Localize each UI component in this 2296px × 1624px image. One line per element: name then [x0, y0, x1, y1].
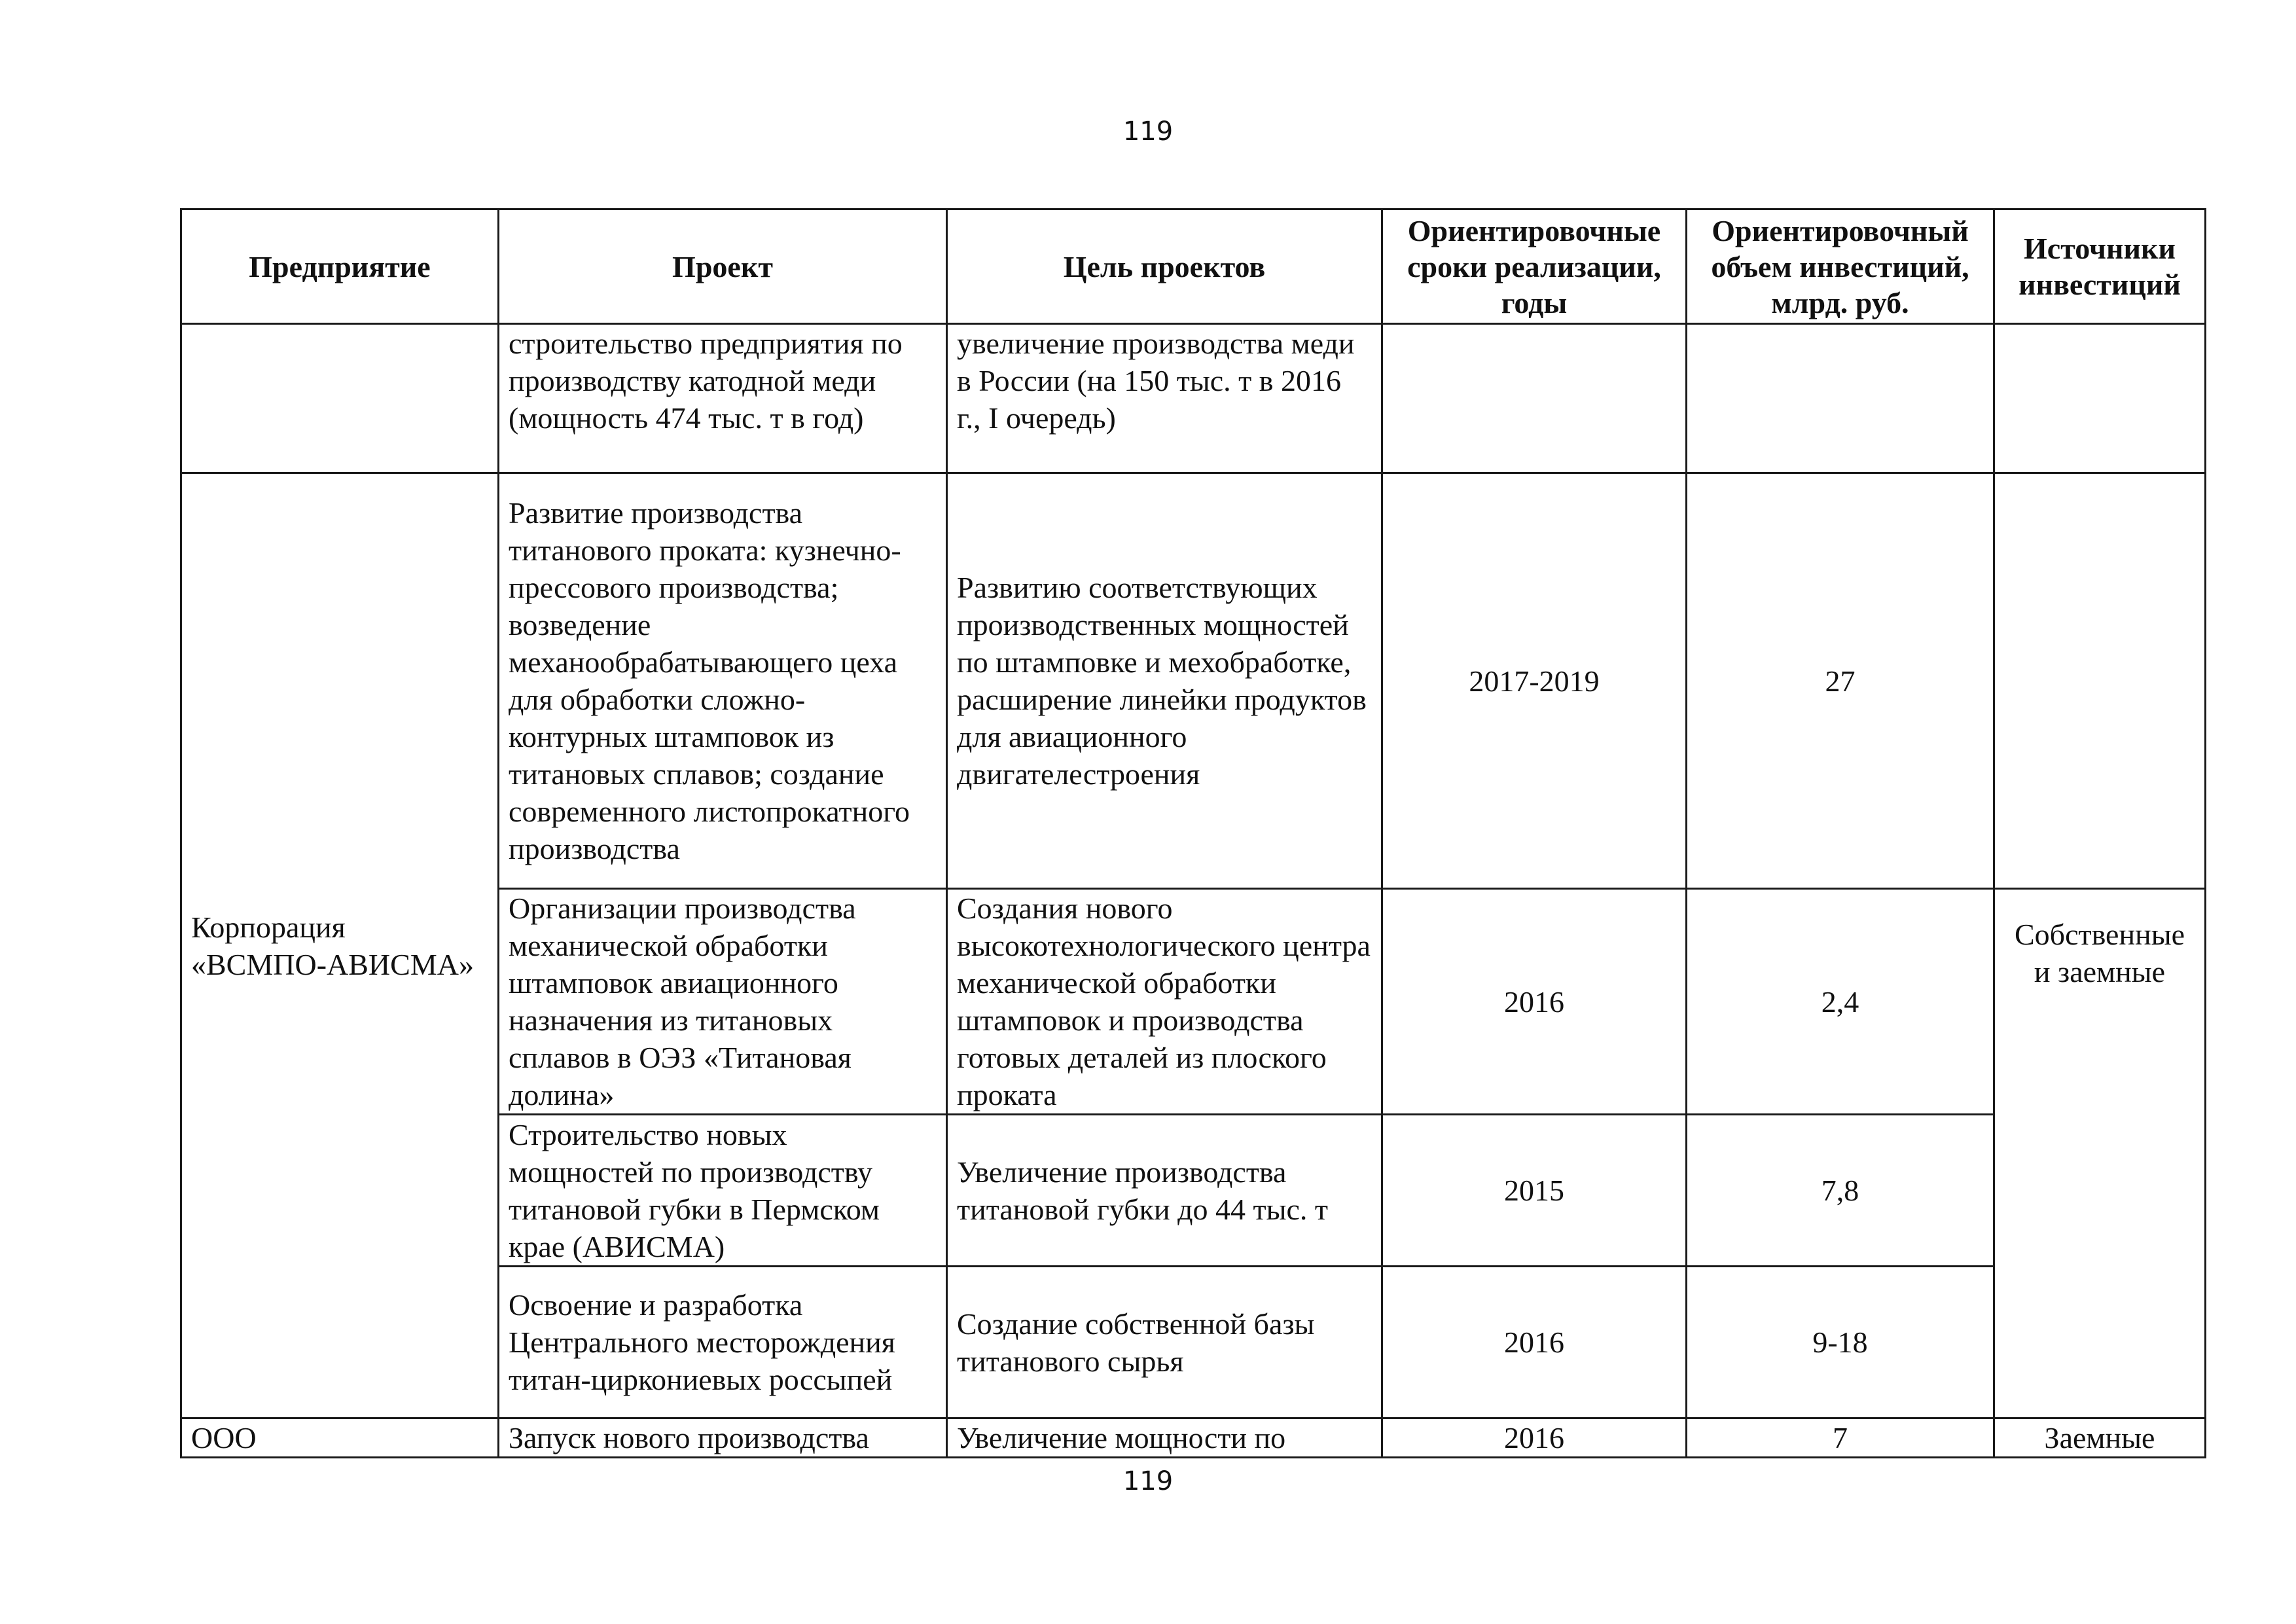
cell-project: Организации производства механической обработки штамповок авиационного назначения из титановых сплавов в ОЭЗ «Титановая долина»	[499, 889, 947, 1115]
page-number-bottom: 119	[1122, 1466, 1174, 1496]
investment-projects-table	[180, 208, 2206, 1458]
cell-goal: Увеличение мощности по	[947, 1418, 1382, 1458]
cell-enterprise	[181, 324, 499, 473]
cell-sources	[1994, 473, 2206, 889]
cell-investment	[1687, 324, 1994, 473]
cell-timeline	[1382, 324, 1687, 473]
table-row	[181, 473, 2206, 889]
cell-investment: 2,4	[1687, 889, 1994, 1115]
cell-investment: 7	[1687, 1418, 1994, 1458]
cell-goal: Создание собственной базы титанового сырья	[947, 1267, 1382, 1418]
cell-investment: 7,8	[1687, 1115, 1994, 1267]
cell-goal: Развитию соответствующих производственных мощностей по штамповке и мехобработке, расширение линейки продуктов для авиационного двигателестроения	[947, 473, 1382, 889]
page-number-top: 119	[1122, 117, 1174, 147]
cell-project: Освоение и разработка Центрального месторождения титан-циркониевых россыпей	[499, 1267, 947, 1418]
table-row	[181, 1418, 2206, 1458]
cell-investment: 27	[1687, 473, 1994, 889]
cell-timeline: 2015	[1382, 1115, 1687, 1267]
cell-goal: увеличение производства меди в России (на 150 тыс. т в 2016 г., I очередь)	[947, 324, 1382, 473]
cell-enterprise-vsmpo: Корпорация «ВСМПО-АВИСМА»	[181, 473, 499, 1418]
header-timeline: Ориентировочные сроки реализации, годы	[1382, 209, 1687, 324]
header-investment: Ориентировочный объем инвестиций, млрд. руб.	[1687, 209, 1994, 324]
table-row	[181, 324, 2206, 473]
header-goal: Цель проектов	[947, 209, 1382, 324]
header-sources: Источники инвестиций	[1994, 209, 2206, 324]
cell-project: Развитие производства титанового проката: кузнечно-прессового производства; возведение механообрабатывающего цеха для обработки сложно-контурных штамповок из титановых сплавов; создание современного листопрокатного производства	[499, 473, 947, 889]
cell-timeline: 2017-2019	[1382, 473, 1687, 889]
cell-goal: Увеличение производства титановой губки до 44 тыс. т	[947, 1115, 1382, 1267]
cell-project: Запуск нового производства	[499, 1418, 947, 1458]
cell-timeline: 2016	[1382, 1267, 1687, 1418]
cell-sources: Заемные	[1994, 1418, 2206, 1458]
cell-goal: Создания нового высокотехнологического центра механической обработки штамповок и производства готовых деталей из плоского проката	[947, 889, 1382, 1115]
header-row	[181, 209, 2206, 324]
header-project: Проект	[499, 209, 947, 324]
cell-enterprise: ООО	[181, 1418, 499, 1458]
cell-project: строительство предприятия по производству катодной меди (мощность 474 тыс. т в год)	[499, 324, 947, 473]
cell-sources	[1994, 324, 2206, 473]
cell-timeline: 2016	[1382, 1418, 1687, 1458]
cell-timeline: 2016	[1382, 889, 1687, 1115]
header-enterprise: Предприятие	[181, 209, 499, 324]
cell-investment: 9-18	[1687, 1267, 1994, 1418]
cell-project: Строительство новых мощностей по производству титановой губки в Пермском крае (АВИСМА)	[499, 1115, 947, 1267]
cell-sources-vsmpo: Собственные и заемные	[1994, 889, 2206, 1418]
